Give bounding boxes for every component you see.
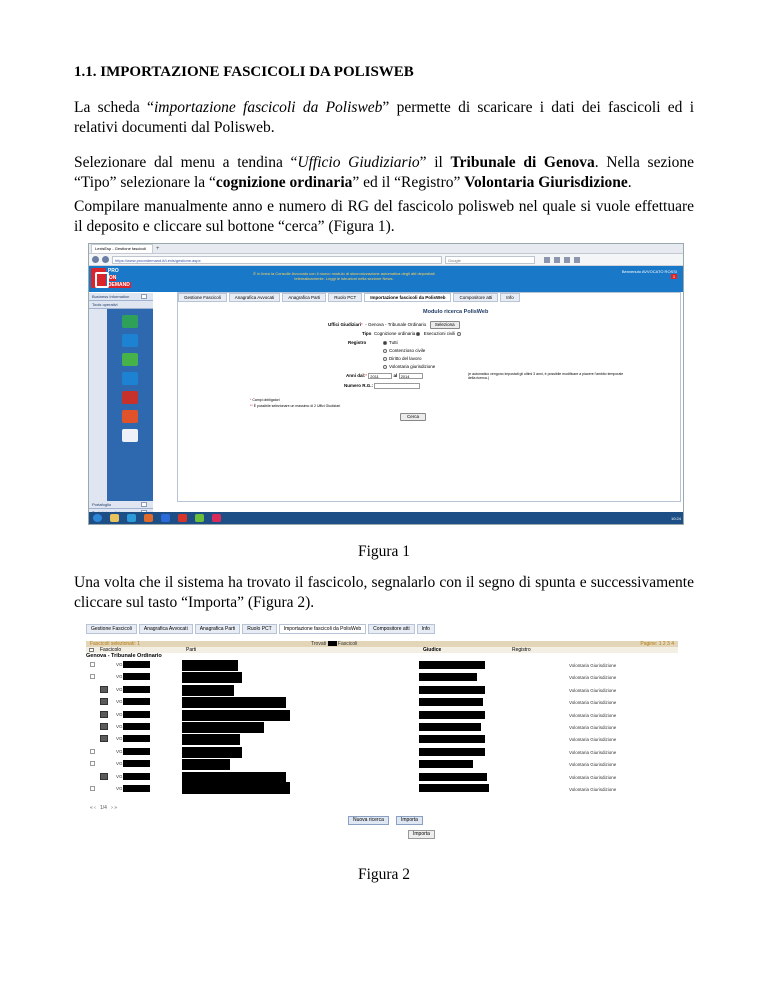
note-text: Campi obbligatori (252, 398, 280, 402)
anni-row (346, 373, 423, 379)
table-row[interactable] (86, 672, 678, 683)
registro-option-tutti[interactable] (383, 340, 398, 346)
redacted-block (123, 686, 150, 693)
select-all-checkbox[interactable] (89, 648, 94, 652)
anni-note: (e automatico vengono impostati gli ultimi 3 anni, è possibile modificare a piacere l'ambito temporale della ricerca.) (468, 372, 624, 380)
chevron-down-icon[interactable] (141, 294, 147, 299)
cerca-row (400, 413, 426, 421)
table-row[interactable] (86, 722, 678, 733)
tab-info[interactable]: Info (417, 624, 435, 634)
row-fascicolo: VG (116, 699, 123, 705)
figure-1-caption: Figura 1 (357, 543, 411, 560)
radio-volontaria[interactable] (383, 365, 387, 369)
col-parti[interactable]: Parti (186, 647, 197, 653)
notification-badge[interactable]: 1 (672, 274, 676, 279)
sidebar-item-portafoglio[interactable] (89, 501, 153, 509)
row-checkbox[interactable] (90, 662, 95, 667)
sidebar-rail (89, 309, 107, 501)
paragraph-intro (74, 98, 694, 138)
row-registro: Volontaria Giurisdizione (569, 687, 617, 693)
tab-gestione-fascicoli[interactable]: Gestione Fascicoli (178, 293, 227, 302)
table-row[interactable] (86, 697, 678, 708)
banner-message[interactable]: È in linea la Consolle Avvocato con il nuovo modulo di sincronizzazione automatica degli atti depositati telematicamente. Leggi le istruzioni nella sezione News. (253, 271, 435, 281)
chat-icon[interactable] (122, 353, 138, 366)
tab-compositore-atti[interactable]: Compositore atti (368, 624, 414, 634)
row-registro: Volontaria Giurisdizione (569, 712, 617, 718)
registro-option-label: Tutti (389, 340, 398, 345)
tipo-label: Tipo (362, 331, 372, 336)
numero-rg-label: Numero R.G.: (344, 383, 374, 389)
pagination[interactable]: Pagine: 1 2 3 4 (640, 641, 674, 647)
numero-rg-row (344, 383, 420, 389)
tab-anagrafica-parti[interactable]: Anagrafica Parti (195, 624, 241, 634)
table-row[interactable] (86, 734, 678, 745)
row-checkbox[interactable] (90, 674, 95, 679)
paragraph-select-office (74, 153, 694, 193)
cerca-button[interactable]: Cerca (400, 413, 426, 421)
registro-option-label: Contenzioso civile (389, 348, 426, 353)
redacted-block (182, 685, 234, 696)
redacted-block (182, 782, 290, 794)
sidebar-item-label: Portafoglio (92, 502, 112, 507)
row-checkbox[interactable] (100, 711, 108, 718)
tab-anagrafica-avvocati[interactable]: Anagrafica Avvocati (229, 293, 280, 302)
registro-option-contenzioso[interactable] (383, 348, 425, 354)
content-tabs (86, 624, 435, 634)
pager[interactable]: « ‹ 1/4 › » (90, 805, 117, 811)
results-header (86, 647, 678, 653)
sidebar-tools (107, 309, 153, 501)
text-run: La scheda “ (74, 99, 154, 116)
anno-dal-input[interactable]: 2011 (368, 373, 392, 379)
row-checkbox[interactable] (100, 686, 108, 693)
download-icon[interactable] (554, 257, 560, 263)
paragraph-import: Una volta che il sistema ha trovato il fascicolo, segnalarlo con il segno di spunta e successivamente cliccare sul tasto “Importa” (Figura 2). (74, 574, 694, 611)
start-icon[interactable] (93, 514, 102, 522)
tipo-option-esecuzioni: Esecuzioni civili (423, 331, 456, 336)
required-mark: ** (250, 404, 253, 408)
logo-mark (91, 268, 106, 288)
registro-label-row (348, 340, 366, 346)
uffici-row (328, 321, 460, 329)
row-checkbox[interactable] (100, 735, 108, 742)
tab-compositore-atti[interactable]: Compositore atti (453, 293, 498, 302)
row-fascicolo: VG (116, 711, 123, 717)
radio-tutti[interactable] (383, 341, 387, 345)
tab-anagrafica-parti[interactable]: Anagrafica Parti (282, 293, 326, 302)
redacted-block (328, 641, 337, 646)
text-bold: Tribunale di Genova (450, 154, 595, 171)
row-checkbox[interactable] (90, 761, 95, 766)
browser-tab-bar (89, 244, 683, 254)
required-mark: * (365, 373, 368, 379)
table-row[interactable] (86, 772, 678, 783)
redacted-block (419, 773, 487, 781)
row-registro: Volontaria Giurisdizione (569, 737, 617, 743)
registro-label: Registro (348, 340, 367, 345)
radio-cognizione[interactable] (416, 332, 420, 336)
tab-info[interactable]: Info (500, 293, 520, 302)
content-tabs (178, 293, 520, 302)
uffici-value: - Genova - Tribunale Ordinario (365, 322, 427, 327)
anno-al-input[interactable]: 2014 (399, 373, 423, 379)
registro-option-volontaria[interactable] (383, 364, 435, 370)
row-fascicolo: VG (116, 748, 123, 754)
redacted-block (419, 760, 473, 768)
search-icon[interactable] (122, 429, 138, 442)
user-info (622, 269, 677, 279)
radio-esecuzioni[interactable] (457, 332, 461, 336)
redacted-block (182, 772, 286, 783)
sidebar-header-top[interactable] (89, 293, 153, 301)
redacted-block (419, 673, 477, 681)
redacted-block (419, 686, 485, 694)
selected-count: Fascicoli selezionati: 1 (90, 641, 141, 647)
new-tab-icon[interactable]: + (156, 245, 160, 252)
radio-contenzioso[interactable] (383, 349, 387, 353)
text-bold: cognizione ordinaria (215, 174, 353, 191)
calendar-icon[interactable] (122, 315, 138, 328)
col-fascicolo[interactable]: Fascicolo (100, 647, 122, 653)
home-icon[interactable] (564, 257, 570, 263)
tab-ruolo-pct[interactable]: Ruolo PCT (328, 293, 362, 302)
row-registro: Volontaria Giurisdizione (569, 700, 617, 706)
seleziona-button[interactable]: Seleziona (430, 321, 460, 329)
col-giudice[interactable]: Giudice (423, 647, 442, 653)
explorer-icon[interactable] (110, 514, 119, 522)
registro-option-lavoro[interactable] (383, 356, 422, 362)
clock: 10:24 (670, 515, 681, 521)
redacted-block (419, 711, 485, 719)
text-run: ” ed il “Registro” (352, 174, 465, 191)
form-title: Modulo ricerca PolisWeb (423, 309, 489, 315)
row-checkbox[interactable] (100, 773, 108, 780)
redacted-block (123, 760, 150, 767)
al-label: al (393, 373, 398, 379)
row-checkbox[interactable] (90, 786, 95, 791)
redacted-block (123, 735, 150, 742)
redacted-block (123, 785, 150, 792)
required-mark: * (361, 322, 363, 327)
tab-importazione-polisweb[interactable]: Importazione fascicoli da PolisWeb (279, 624, 366, 634)
redacted-block (182, 710, 290, 721)
importa-button[interactable]: Importa (408, 830, 435, 839)
text-run: ” permette di scaricare i dati dei fascicoli ed i relativi documenti dal Polisweb. (74, 99, 695, 136)
redacted-block (123, 711, 150, 718)
row-registro: Volontaria Giurisdizione (569, 787, 617, 792)
sidebar-header-label: Tools operativi (92, 302, 118, 307)
address-bar[interactable]: https://www.proondemand.it/Lexis/gestione.aspx (112, 256, 442, 264)
found-label: Fascicoli (337, 641, 358, 647)
table-row[interactable] (86, 710, 678, 721)
sidebar-header-label: Business Information (92, 294, 130, 299)
note-max-offices (250, 403, 340, 409)
tab-ruolo-pct[interactable]: Ruolo PCT (242, 624, 276, 634)
browser-toolbar (89, 254, 683, 266)
redacted-block (419, 698, 483, 706)
row-registro: Volontaria Giurisdizione (569, 762, 617, 768)
redacted-block (123, 723, 150, 730)
browser-search-input[interactable]: Google (445, 256, 535, 264)
redacted-block (182, 697, 286, 708)
redacted-block (182, 747, 242, 758)
redacted-block (182, 722, 264, 733)
logo-text: PRO ON DEMAND (107, 268, 130, 288)
pdf-icon[interactable] (178, 514, 187, 522)
text-bold: Volontaria Giurisdizione (464, 174, 628, 191)
nuova-ricerca-button[interactable]: Nuova ricerca (348, 816, 389, 825)
row-fascicolo: VG (116, 724, 123, 729)
text-emphasis: importazione fascicoli da Polisweb (153, 99, 383, 116)
redacted-block (123, 748, 150, 755)
media-icon[interactable] (127, 514, 136, 522)
table-row[interactable] (86, 660, 678, 671)
app-banner (89, 266, 683, 292)
forward-icon[interactable] (102, 256, 109, 263)
row-fascicolo: VG (116, 773, 123, 779)
paragraph-fill-rg: Compilare manualmente anno e numero di RG del fascicolo polisweb nel quale si vuole effettuare il deposito e cliccare sul bottone “cerca” (Figura 1). (74, 198, 694, 235)
note-text: È possibile selezionare un massimo di 2 Uffici Giudiziari (253, 404, 341, 408)
found-label: Trovati (311, 641, 327, 647)
pager-label: 1/4 (100, 805, 107, 811)
importa-small-button[interactable]: Importa (396, 816, 423, 825)
redacted-block (419, 784, 489, 792)
row-registro: Volontaria Giurisdizione (569, 725, 617, 730)
mail-icon[interactable] (122, 410, 138, 423)
browser-tab[interactable]: LexisEsp - Gestione fascicoli (91, 244, 153, 253)
anni-label: Anni dal: (346, 373, 366, 379)
row-registro: Volontaria Giurisdizione (569, 774, 617, 780)
browser-icons (544, 257, 580, 263)
redacted-block (182, 672, 242, 683)
row-checkbox[interactable] (100, 723, 108, 730)
radio-lavoro[interactable] (383, 357, 387, 361)
redacted-block (419, 735, 485, 743)
row-registro: Volontaria Giurisdizione (569, 663, 617, 668)
back-icon[interactable] (92, 256, 99, 263)
document-icon[interactable] (122, 334, 138, 347)
redacted-block (182, 734, 240, 745)
tipo-row (362, 331, 463, 337)
redacted-block (123, 661, 150, 668)
numero-rg-input[interactable] (374, 383, 420, 389)
sidebar-header-section[interactable] (89, 301, 153, 309)
app-icon-2[interactable] (212, 514, 221, 522)
section-heading: 1.1. IMPORTAZIONE FASCICOLI DA POLISWEB (74, 64, 414, 80)
row-checkbox[interactable] (100, 698, 108, 705)
tab-gestione-fascicoli[interactable]: Gestione Fascicoli (86, 624, 137, 634)
table-row[interactable] (86, 784, 678, 795)
row-registro: Volontaria Giurisdizione (569, 675, 617, 681)
app-logo (91, 268, 135, 290)
app-content (177, 292, 681, 502)
row-fascicolo: VG (116, 674, 123, 680)
tipo-option-cognizione: Cognizione ordinaria (373, 331, 416, 336)
row-fascicolo: VG (116, 761, 123, 767)
redacted-block (182, 759, 230, 770)
chevron-down-icon[interactable] (141, 502, 147, 507)
figure-2-screenshot (82, 621, 682, 851)
court-icon[interactable] (122, 391, 138, 404)
table-row[interactable] (86, 747, 678, 758)
row-fascicolo: VG (116, 662, 123, 667)
app-icon[interactable] (161, 514, 170, 522)
registro-option-label: Volontaria giurisdizione (389, 364, 436, 369)
redacted-block (123, 673, 150, 680)
redacted-block (419, 748, 485, 756)
figure-2-caption: Figura 2 (357, 866, 411, 883)
row-fascicolo: VG (116, 736, 123, 742)
redacted-block (123, 773, 150, 780)
row-checkbox[interactable] (90, 749, 95, 754)
row-fascicolo: VG (116, 686, 123, 692)
col-registro[interactable]: Registro (512, 647, 531, 653)
app-sidebar (89, 293, 153, 525)
browser-icon[interactable] (144, 514, 153, 522)
redacted-block (182, 660, 238, 671)
text-run: ” il (419, 154, 451, 171)
table-row[interactable] (86, 759, 678, 770)
tool-icon[interactable] (195, 514, 204, 522)
figure-1-screenshot (88, 243, 684, 525)
uffici-label: Uffici Giudiziari (328, 322, 362, 327)
tab-anagrafica-avvocati[interactable]: Anagrafica Avvocati (139, 624, 193, 634)
tab-importazione-polisweb[interactable]: Importazione fascicoli da PolisWeb (364, 293, 451, 302)
menu-icon[interactable] (574, 257, 580, 263)
group-heading: Genova - Tribunale Ordinario (86, 653, 162, 659)
text-run: Selezionare dal menu a tendina “ (74, 154, 298, 171)
row-fascicolo: VG (116, 786, 123, 791)
required-mark: * (250, 398, 252, 402)
os-taskbar (89, 512, 684, 524)
row-registro: Volontaria Giurisdizione (569, 749, 617, 755)
text-run: . (627, 174, 632, 191)
registro-option-label: Diritto del lavoro (389, 356, 422, 361)
redacted-block (123, 698, 150, 705)
text-emphasis: Ufficio Giudiziario (297, 154, 420, 171)
text-run: . Nella sezione “Tipo” selezionare la “ (74, 154, 695, 191)
folder-icon[interactable] (122, 372, 138, 385)
star-icon[interactable] (544, 257, 550, 263)
redacted-block (419, 723, 481, 731)
table-row[interactable] (86, 685, 678, 696)
user-name: Benvenuto AVVOCATO ROSSI (621, 269, 677, 274)
redacted-block (419, 661, 485, 669)
